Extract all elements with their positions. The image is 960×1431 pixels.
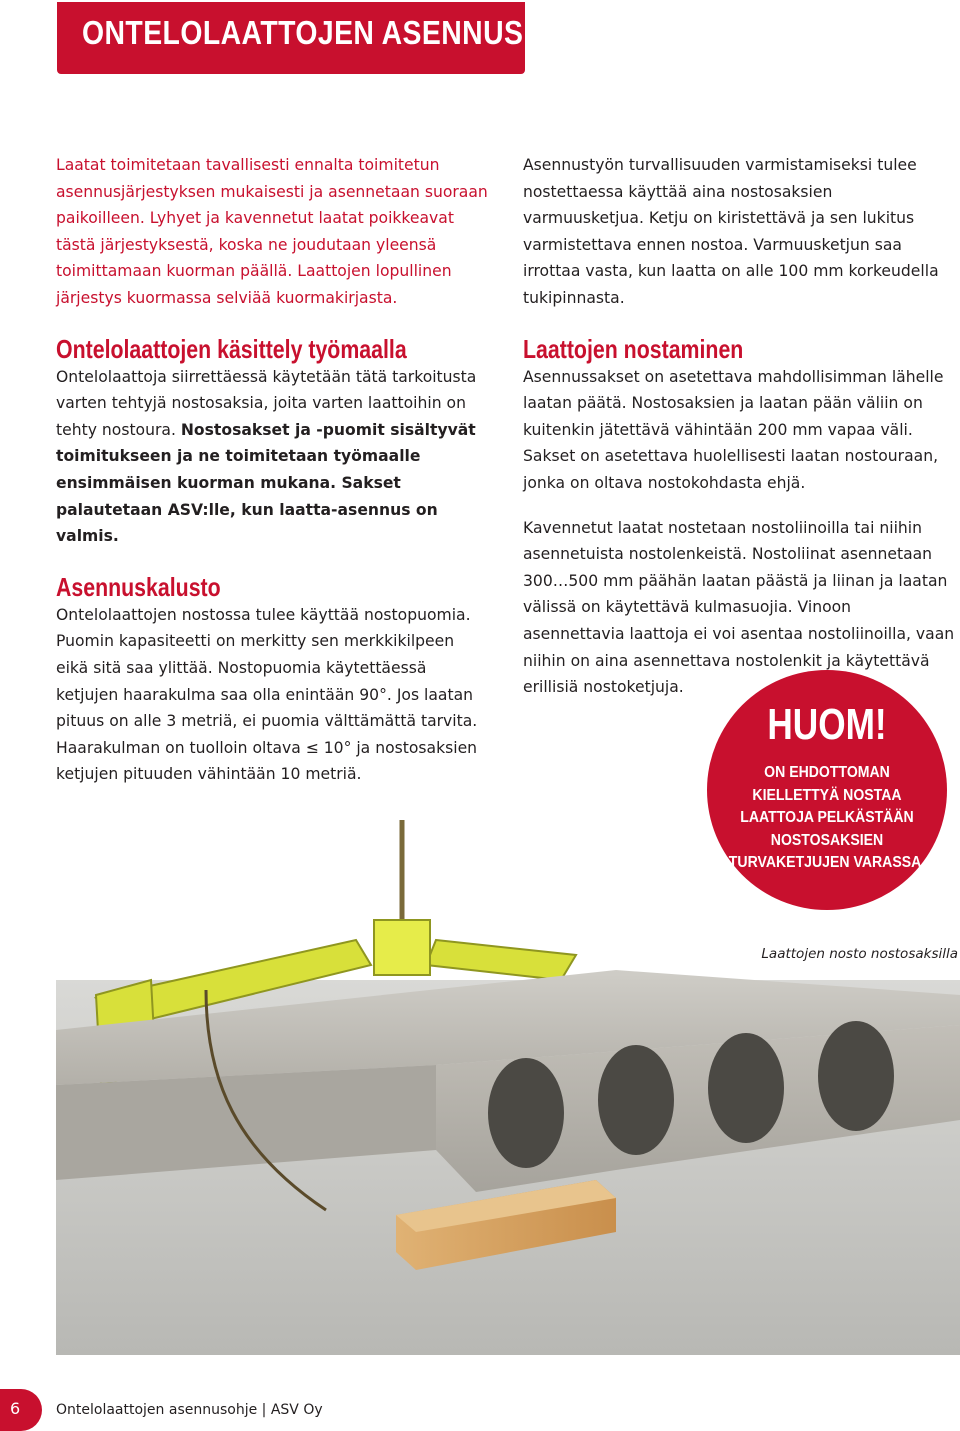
handling-text-regular: Ontelolaattoja siirrettäessä käytetään tätä tarkoitusta varten tehtyjä nostosaksia, joita varten laattoihin on tehty nostoura. [56, 367, 477, 439]
lifting-clamp-arm-right [426, 940, 576, 980]
slab-core-hole [488, 1058, 564, 1168]
section-heading-handling: Ontelolaattojen käsittely työmaalla [56, 333, 407, 364]
page-number: 6 [10, 1399, 21, 1418]
slab-core-hole [708, 1033, 784, 1143]
page-number-tab [0, 1389, 42, 1431]
safety-chain-paragraph: Asennustyön turvallisuuden varmistamiseksi tulee nostettaessa käyttää aina nostosaksien varmuusketjua. Ketju on kiristettävä ja sen lukitus varmistettava ennen nostoa. Varmuusketjun saa irrottaa vasta, kun laatta on alle 100 mm korkeudella tukipinnasta. [523, 156, 939, 307]
notice-title: HUOM! [767, 700, 887, 749]
right-column [523, 152, 955, 701]
left-column [56, 152, 491, 788]
notice-text: ON EHDOTTOMAN KIELLETTYÄ NOSTAA LAATTOJA PELKÄSTÄÄN NOSTOSAKSIEN TURVAKETJUJEN VARASSA. [728, 764, 926, 871]
lifting-clamp-head [374, 920, 430, 975]
page-title: ONTELOLAATTOJEN ASENNUS [82, 14, 524, 51]
section-heading-equipment: Asennuskalusto [56, 571, 221, 602]
narrow-slabs-paragraph: Kavennetut laatat nostetaan nostoliinoilla tai niihin asennetuista nostolenkeistä. Nostoliinat asennetaan 300…500 mm päähän laatan päästä ja liinan ja laatan välissä on käytettävä kulmasuojia. Vinoon asennettavia laattoja ei voi asentaa nostoliinoilla, vaan niihin on aina asennettava nostolenkit ja käytettävä erillisiä nostoketjuja. [523, 518, 955, 697]
section-heading-lifting: Laattojen nostaminen [523, 333, 744, 364]
handling-text [56, 364, 491, 550]
slab-core-hole [598, 1045, 674, 1155]
equipment-text: Ontelolaattojen nostossa tulee käyttää nostopuomia. Puomin kapasiteetti on merkitty sen merkkikilpeen eikä sitä saa ylittää. Nostopuomia käytettäessä ketjujen haarakulma saa olla enintään 90°. Jos laatan pituus on alle 3 metriä, ei puomia välttämättä tarvita. Haarakulman on tuolloin oltava ≤ 10° ja nostosaksien ketjujen pituuden vähintään 10 metriä. [56, 605, 478, 784]
handling-text-bold: Nostosakset ja -puomit sisältyvät toimitukseen ja ne toimitetaan työmaalle ensimmäisen kuorman mukana. Sakset palautetaan ASV:lle, kun laatta-asennus on valmis. [56, 420, 476, 546]
slab-lifting-illustration [56, 820, 960, 1355]
figure-caption: Laattojen nosto nostosaksilla [761, 946, 958, 962]
lifting-paragraph: Asennussakset on asetettava mahdollisimman lähelle laatan päätä. Nostosaksien ja laatan pään väliin on kuitenkin jätettävä vähintään 200 mm vapaa väli. Sakset on asetettava huolellisesti laatan nostouraan, jonka on oltava nostokohdasta ehjä. [523, 367, 944, 492]
slab-core-hole [818, 1021, 894, 1131]
intro-paragraph: Laatat toimitetaan tavallisesti ennalta toimitetun asennusjärjestyksen mukaisesti ja asennetaan suoraan paikoilleen. Lyhyet ja kavennetut laatat poikkeavat tästä järjestyksestä, koska ne joudutaan yleensä toimittamaan kuorman päällä. Laattojen lopullinen järjestys kuormassa selviää kuormakirjasta. [56, 156, 488, 307]
footer-text: Ontelolaattojen asennusohje | ASV Oy [56, 1402, 323, 1418]
